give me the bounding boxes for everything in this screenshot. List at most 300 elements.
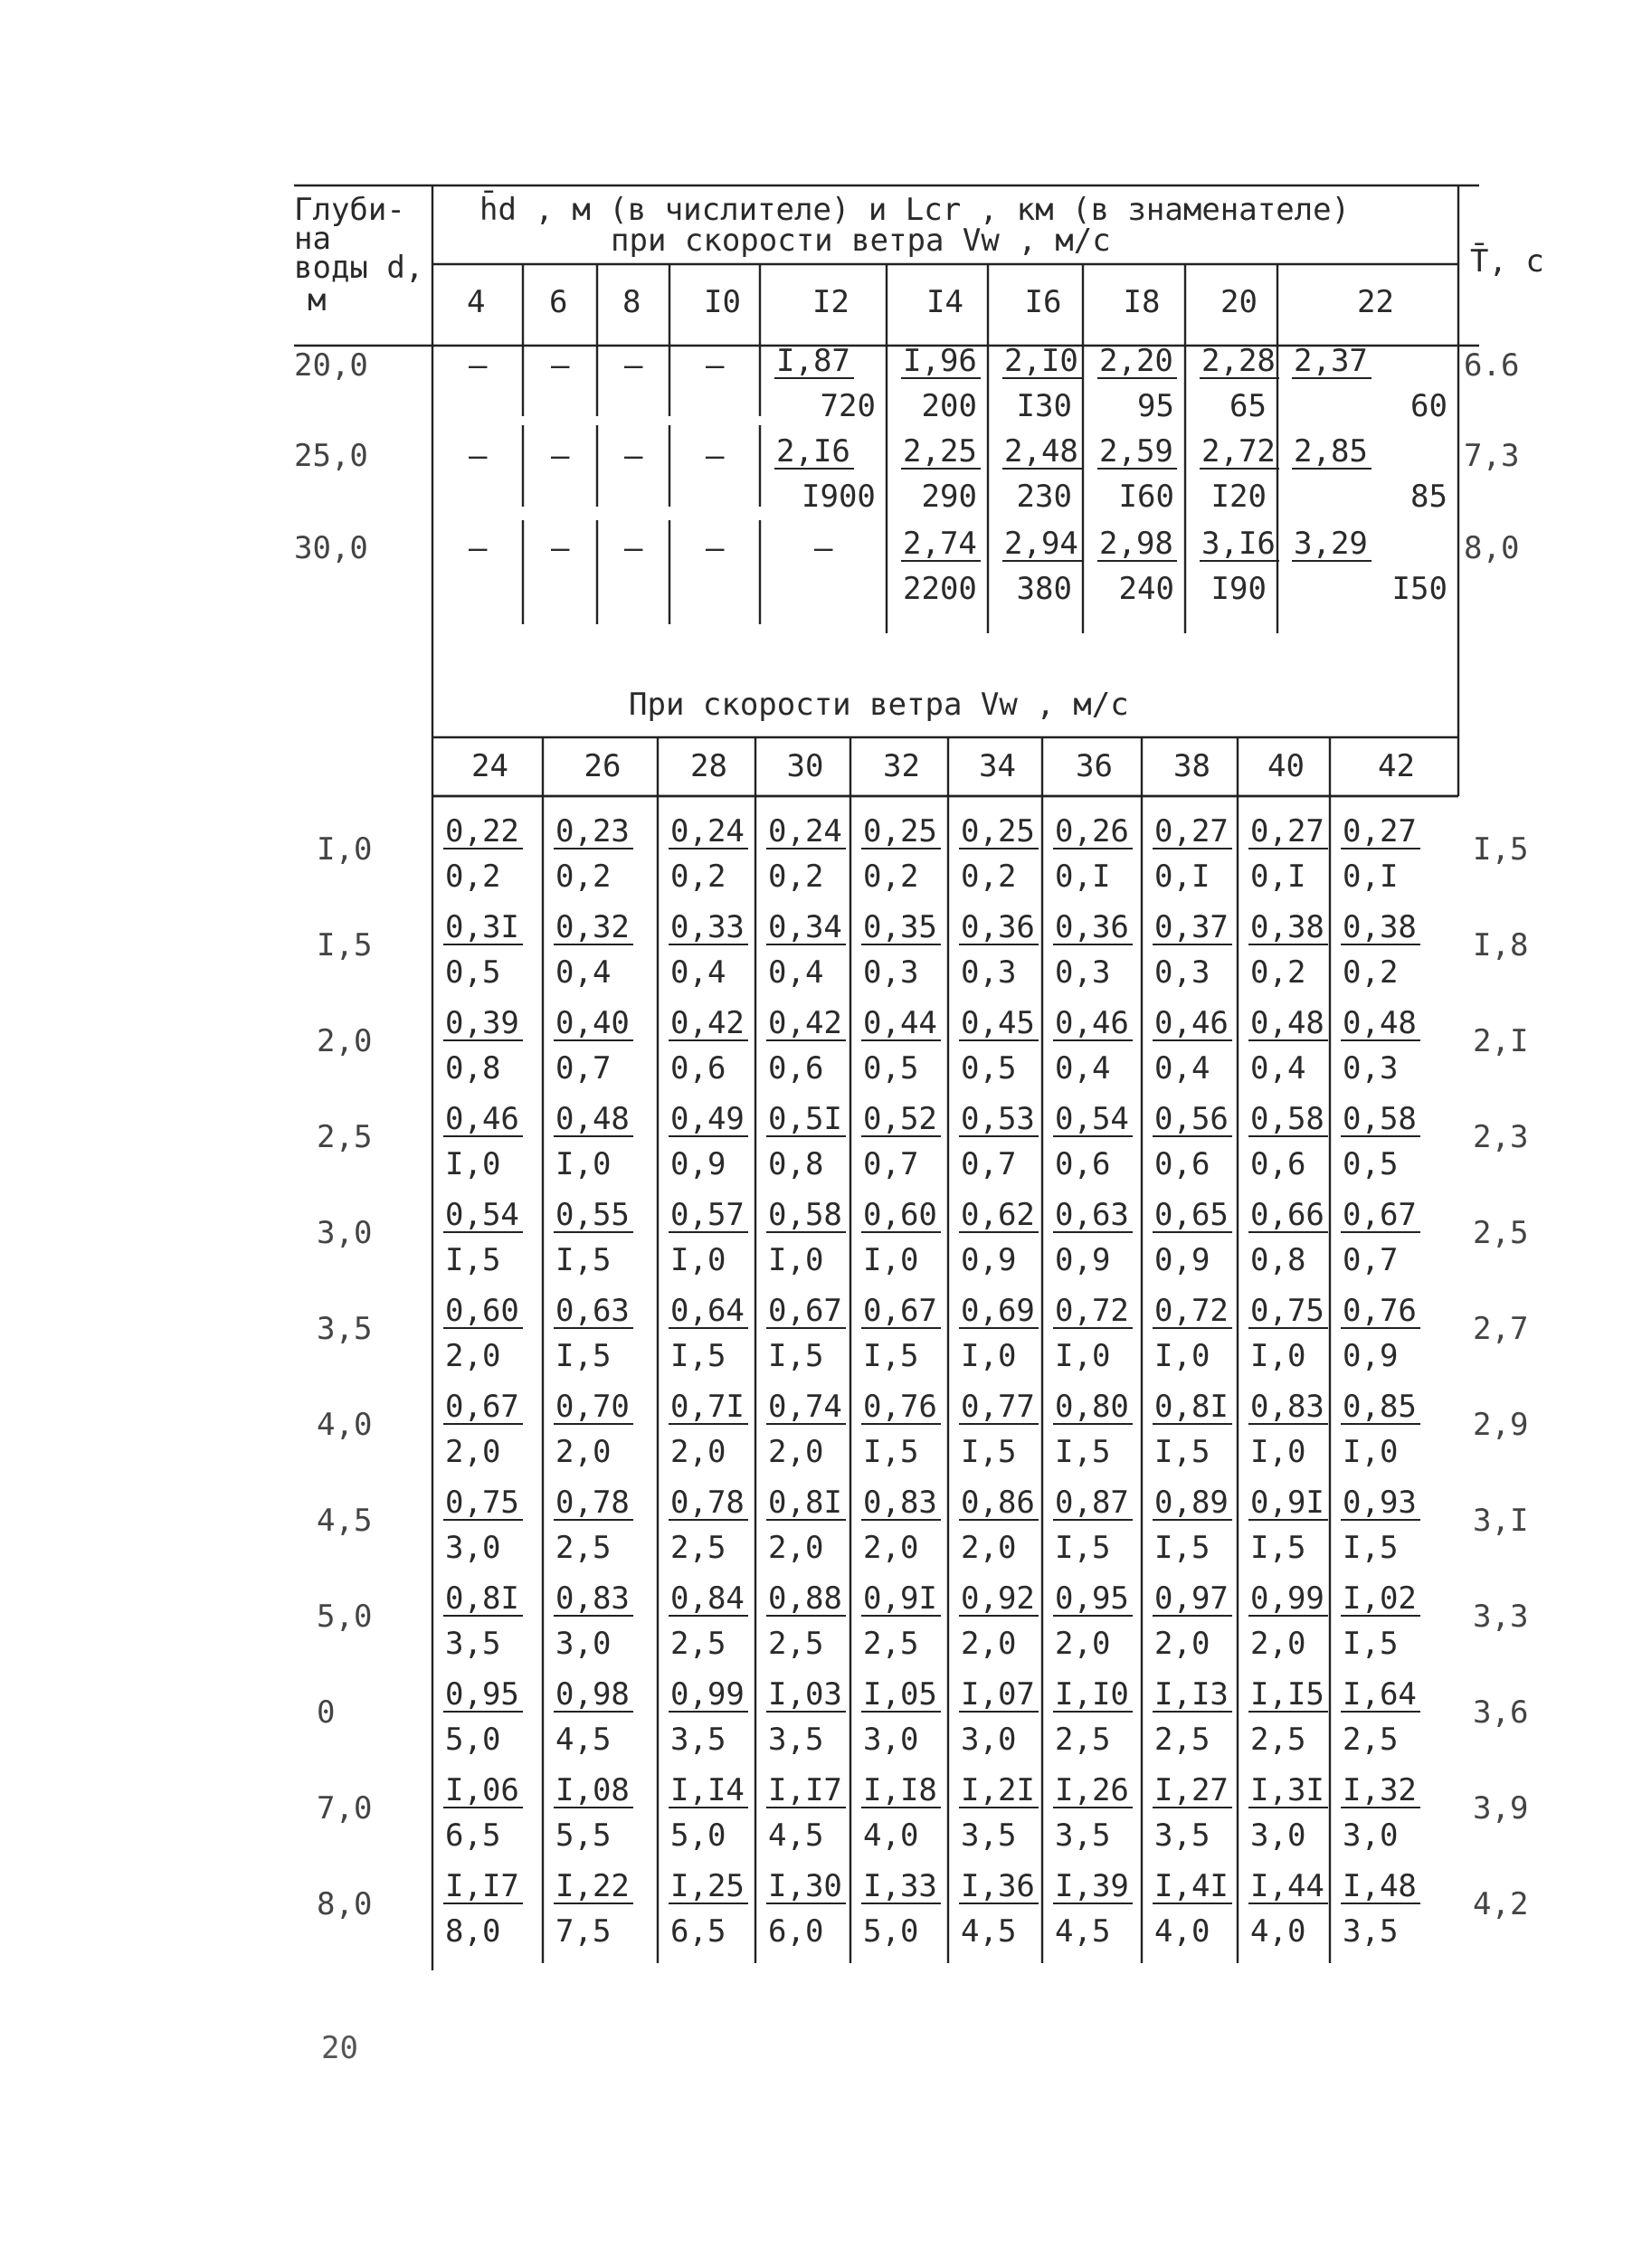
numerator-cell: I,4I [1154, 1868, 1229, 1904]
denominator-cell: 2,0 [445, 1338, 501, 1374]
period-value: 2,9 [1473, 1407, 1529, 1443]
denominator-cell: I,0 [768, 1242, 824, 1278]
numerator-cell: 2,74 [903, 526, 977, 562]
numerator-cell: I,64 [1343, 1676, 1417, 1713]
period-value: 7,3 [1464, 438, 1520, 474]
speed-header-top: 20 [1220, 284, 1258, 320]
numerator-cell: 0,44 [863, 1005, 937, 1041]
denominator-cell: 0,6 [1250, 1146, 1306, 1182]
numerator-cell: – [551, 347, 570, 384]
numerator-cell: 0,93 [1343, 1485, 1417, 1521]
speed-header-top: I4 [926, 284, 963, 320]
denominator-cell: 0,9 [961, 1242, 1017, 1278]
numerator-cell: 0,65 [1154, 1197, 1229, 1233]
numerator-cell: 0,78 [670, 1485, 745, 1521]
numerator-cell: I,I4 [670, 1772, 745, 1808]
period-value: 2,I [1473, 1023, 1529, 1059]
numerator-cell: 2,98 [1099, 526, 1173, 562]
numerator-cell: 0,98 [555, 1676, 630, 1713]
denominator-cell: 2,5 [1154, 1722, 1210, 1758]
numerator-cell: 0,57 [670, 1197, 745, 1233]
numerator-cell: 0,8I [1154, 1389, 1229, 1425]
numerator-cell: 0,53 [961, 1101, 1035, 1137]
numerator-cell: 0,36 [961, 909, 1035, 945]
denominator-cell: 0,4 [1250, 1050, 1306, 1087]
denominator-cell: 0,5 [863, 1050, 919, 1087]
numerator-cell: I,33 [863, 1868, 937, 1904]
numerator-cell: 0,70 [555, 1389, 630, 1425]
depth-value: 7,0 [317, 1790, 373, 1827]
numerator-cell: 0,32 [555, 909, 630, 945]
denominator-cell: 0,2 [445, 859, 501, 895]
numerator-cell: 0,63 [555, 1293, 630, 1329]
numerator-cell: 0,58 [1343, 1101, 1417, 1137]
speed-header-bottom: 34 [979, 748, 1016, 784]
depth-value: 3,0 [317, 1215, 373, 1251]
denominator-cell: I,5 [555, 1338, 612, 1374]
denominator-cell: 2,0 [863, 1530, 919, 1566]
denominator-cell: 0,5 [961, 1050, 1017, 1087]
denominator-cell: I,5 [1154, 1434, 1210, 1470]
numerator-cell: I,44 [1250, 1868, 1324, 1904]
denominator-cell: 6,5 [445, 1817, 501, 1854]
denominator-cell: 720 [820, 388, 876, 424]
numerator-cell: 0,83 [555, 1580, 630, 1617]
denominator-cell: 0,6 [1154, 1146, 1210, 1182]
depth-value: 4,0 [317, 1407, 373, 1443]
numerator-cell: 0,48 [1250, 1005, 1324, 1041]
numerator-cell: 0,25 [863, 813, 937, 849]
denominator-cell: 0,4 [1055, 1050, 1111, 1087]
numerator-cell: 0,46 [445, 1101, 519, 1137]
denominator-cell: I900 [802, 479, 876, 515]
denominator-cell: 0,9 [670, 1146, 726, 1182]
denominator-cell: 4,0 [1154, 1913, 1210, 1950]
numerator-cell: 0,46 [1154, 1005, 1229, 1041]
denominator-cell: 0,3 [863, 954, 919, 991]
depth-value: 25,0 [294, 438, 368, 474]
numerator-cell: 0,9I [1250, 1485, 1324, 1521]
numerator-cell: 0,60 [445, 1293, 519, 1329]
denominator-cell: 2,0 [768, 1530, 824, 1566]
numerator-cell: 0,72 [1154, 1293, 1229, 1329]
denominator-cell: 0,6 [768, 1050, 824, 1087]
numerator-cell: 3,I6 [1201, 526, 1276, 562]
denominator-cell: I,5 [1154, 1530, 1210, 1566]
numerator-cell: 0,76 [1343, 1293, 1417, 1329]
denominator-cell: 0,4 [670, 954, 726, 991]
numerator-cell: 0,23 [555, 813, 630, 849]
denominator-cell: I,5 [863, 1434, 919, 1470]
denominator-cell: 4,5 [1055, 1913, 1111, 1950]
period-value: 3,6 [1473, 1694, 1529, 1731]
numerator-cell: – [469, 530, 488, 566]
denominator-cell: 0,2 [555, 859, 612, 895]
numerator-cell: I,22 [555, 1868, 630, 1904]
denominator-cell: I30 [1016, 388, 1072, 424]
period-value: 3,3 [1473, 1599, 1529, 1635]
numerator-cell: – [624, 347, 643, 384]
denominator-cell: 0,3 [961, 954, 1017, 991]
speed-header-top: I8 [1123, 284, 1161, 320]
depth-value: 2,0 [317, 1023, 373, 1059]
numerator-cell: 0,55 [555, 1197, 630, 1233]
numerator-cell: 0,95 [445, 1676, 519, 1713]
numerator-cell: 0,62 [961, 1197, 1035, 1233]
numerator-cell: 0,69 [961, 1293, 1035, 1329]
depth-value: 4,5 [317, 1503, 373, 1539]
denominator-cell: 0,6 [1055, 1146, 1111, 1182]
speed-header-top: 8 [622, 284, 641, 320]
depth-label-line-1: Глуби- [294, 192, 405, 228]
denominator-cell: 4,0 [1250, 1913, 1306, 1950]
numerator-cell: I,06 [445, 1772, 519, 1808]
denominator-cell: 7,5 [555, 1913, 612, 1950]
denominator-cell: 3,5 [1055, 1817, 1111, 1854]
speed-header-top: I0 [704, 284, 741, 320]
numerator-cell: 0,60 [863, 1197, 937, 1233]
period-value: 2,5 [1473, 1215, 1529, 1251]
depth-value: 5,0 [317, 1599, 373, 1635]
speed-header-top: I2 [812, 284, 849, 320]
depth-value: 30,0 [294, 530, 368, 566]
denominator-cell: 3,5 [670, 1722, 726, 1758]
denominator-cell: 0,I [1154, 859, 1210, 895]
denominator-cell: 2,5 [1250, 1722, 1306, 1758]
numerator-cell: 0,92 [961, 1580, 1035, 1617]
numerator-cell: I,32 [1343, 1772, 1417, 1808]
denominator-cell: 2,0 [961, 1530, 1017, 1566]
numerator-cell: I,02 [1343, 1580, 1417, 1617]
denominator-cell: 2,5 [670, 1530, 726, 1566]
numerator-cell: 0,80 [1055, 1389, 1129, 1425]
denominator-cell: 0,4 [555, 954, 612, 991]
numerator-cell: 2,72 [1201, 433, 1276, 470]
numerator-cell: – [551, 438, 570, 474]
numerator-cell: 2,85 [1294, 433, 1368, 470]
denominator-cell: 0,2 [1343, 954, 1399, 991]
denominator-cell: 0,2 [768, 859, 824, 895]
denominator-cell: 0,I [1055, 859, 1111, 895]
numerator-cell: 0,27 [1250, 813, 1324, 849]
numerator-cell: – [469, 438, 488, 474]
denominator-cell: I,5 [1055, 1434, 1111, 1470]
numerator-cell: I,I8 [863, 1772, 937, 1808]
numerator-cell: 0,26 [1055, 813, 1129, 849]
speed-header-bottom: 30 [786, 748, 824, 784]
denominator-cell: 0,6 [670, 1050, 726, 1087]
numerator-cell: 0,77 [961, 1389, 1035, 1425]
period-value: 4,2 [1473, 1886, 1529, 1922]
numerator-cell: 0,52 [863, 1101, 937, 1137]
denominator-cell: 2,0 [768, 1434, 824, 1470]
denominator-cell: 5,0 [670, 1817, 726, 1854]
denominator-cell: 2,0 [961, 1626, 1017, 1662]
numerator-cell: I,I5 [1250, 1676, 1324, 1713]
denominator-cell: 2,0 [1250, 1626, 1306, 1662]
numerator-cell: 0,76 [863, 1389, 937, 1425]
page-number: 20 [321, 2030, 358, 2066]
denominator-cell: I60 [1118, 479, 1174, 515]
numerator-cell: 0,63 [1055, 1197, 1129, 1233]
denominator-cell: I50 [1391, 571, 1447, 607]
numerator-cell: 0,66 [1250, 1197, 1324, 1233]
denominator-cell: 380 [1016, 571, 1072, 607]
numerator-cell: – [706, 530, 725, 566]
depth-label-line-4: м [308, 282, 327, 318]
denominator-cell: 0,5 [1343, 1146, 1399, 1182]
denominator-cell: I,5 [1343, 1626, 1399, 1662]
denominator-cell: 2200 [903, 571, 977, 607]
numerator-cell: 0,54 [445, 1197, 519, 1233]
numerator-cell: – [624, 530, 643, 566]
denominator-cell: 2,5 [1343, 1722, 1399, 1758]
denominator-cell: I,0 [1343, 1434, 1399, 1470]
numerator-cell: 0,40 [555, 1005, 630, 1041]
numerator-cell: 2,48 [1004, 433, 1078, 470]
denominator-cell: 0,7 [863, 1146, 919, 1182]
denominator-cell: 290 [921, 479, 977, 515]
numerator-cell: 0,67 [863, 1293, 937, 1329]
numerator-cell: 0,8I [445, 1580, 519, 1617]
mid-header-title: При скорости ветра Vw , м/с [629, 687, 1129, 723]
denominator-cell: I,5 [1250, 1530, 1306, 1566]
depth-value: 2,5 [317, 1119, 373, 1155]
numerator-cell: 0,49 [670, 1101, 745, 1137]
period-value: I,5 [1473, 831, 1529, 868]
numerator-cell: I,48 [1343, 1868, 1417, 1904]
denominator-cell: 0,7 [555, 1050, 612, 1087]
denominator-cell: 4,0 [863, 1817, 919, 1854]
numerator-cell: I,87 [776, 343, 850, 379]
denominator-cell: I,0 [863, 1242, 919, 1278]
denominator-cell: 0,2 [961, 859, 1017, 895]
numerator-cell: 0,42 [670, 1005, 745, 1041]
denominator-cell: 2,0 [1154, 1626, 1210, 1662]
period-label: T̄, с [1470, 243, 1544, 280]
denominator-cell: 0,4 [768, 954, 824, 991]
numerator-cell: 0,22 [445, 813, 519, 849]
denominator-cell: 5,5 [555, 1817, 612, 1854]
period-value: 3,I [1473, 1503, 1529, 1539]
denominator-cell: I,0 [555, 1146, 612, 1182]
numerator-cell: I,I7 [445, 1868, 519, 1904]
numerator-cell: 0,38 [1343, 909, 1417, 945]
denominator-cell: I20 [1210, 479, 1267, 515]
numerator-cell: 0,72 [1055, 1293, 1129, 1329]
numerator-cell: I,26 [1055, 1772, 1129, 1808]
numerator-cell: 2,37 [1294, 343, 1368, 379]
numerator-cell: I,08 [555, 1772, 630, 1808]
table-subtitle: при скорости ветра Vw , м/с [611, 223, 1111, 259]
numerator-cell: I,25 [670, 1868, 745, 1904]
numerator-cell: 0,48 [555, 1101, 630, 1137]
numerator-cell: 2,94 [1004, 526, 1078, 562]
denominator-cell: I,5 [961, 1434, 1017, 1470]
numerator-cell: I,36 [961, 1868, 1035, 1904]
denominator-cell: 85 [1410, 479, 1447, 515]
period-value: 8,0 [1464, 530, 1520, 566]
depth-label-line-2: на [294, 221, 331, 257]
numerator-cell: 0,39 [445, 1005, 519, 1041]
numerator-cell: 2,I6 [776, 433, 850, 470]
denominator-cell: 0,8 [768, 1146, 824, 1182]
numerator-cell: 0,27 [1154, 813, 1229, 849]
numerator-cell: I,96 [903, 343, 977, 379]
numerator-cell: 0,45 [961, 1005, 1035, 1041]
denominator-cell: 240 [1118, 571, 1174, 607]
denominator-cell: 5,0 [445, 1722, 501, 1758]
numerator-cell: 0,25 [961, 813, 1035, 849]
numerator-cell: 0,97 [1154, 1580, 1229, 1617]
speed-header-bottom: 28 [690, 748, 727, 784]
numerator-cell: 0,75 [1250, 1293, 1324, 1329]
denominator-cell: 2,5 [670, 1626, 726, 1662]
denominator-cell: I,5 [445, 1242, 501, 1278]
denominator-cell: 4,5 [961, 1913, 1017, 1950]
denominator-cell: 0,3 [1154, 954, 1210, 991]
denominator-cell: I,0 [670, 1242, 726, 1278]
numerator-cell: 0,67 [768, 1293, 842, 1329]
denominator-cell: 95 [1137, 388, 1174, 424]
numerator-cell: 3,29 [1294, 526, 1368, 562]
denominator-cell: 3,0 [961, 1722, 1017, 1758]
denominator-cell: 3,5 [1343, 1913, 1399, 1950]
numerator-cell: 0,37 [1154, 909, 1229, 945]
denominator-cell: I,0 [1154, 1338, 1210, 1374]
numerator-cell: 2,I0 [1004, 343, 1078, 379]
numerator-cell: 0,88 [768, 1580, 842, 1617]
numerator-cell: 2,25 [903, 433, 977, 470]
speed-header-bottom: 26 [584, 748, 622, 784]
numerator-cell: I,05 [863, 1676, 937, 1713]
denominator-cell: I,0 [1250, 1338, 1306, 1374]
denominator-cell: I,5 [1343, 1530, 1399, 1566]
denominator-cell: 0,9 [1343, 1338, 1399, 1374]
denominator-cell: 2,0 [445, 1434, 501, 1470]
speed-header-bottom: 24 [471, 748, 508, 784]
numerator-cell: 0,3I [445, 909, 519, 945]
denominator-cell: 0,I [1250, 859, 1306, 895]
numerator-cell: 0,9I [863, 1580, 937, 1617]
denominator-cell: 2,5 [1055, 1722, 1111, 1758]
numerator-cell: 0,5I [768, 1101, 842, 1137]
depth-value: 0 [317, 1694, 336, 1731]
denominator-cell: I,0 [1055, 1338, 1111, 1374]
numerator-cell: 0,8I [768, 1485, 842, 1521]
denominator-cell: 0,2 [863, 859, 919, 895]
denominator-cell: I,0 [445, 1146, 501, 1182]
period-value: 3,9 [1473, 1790, 1529, 1827]
speed-header-bottom: 36 [1076, 748, 1113, 784]
numerator-cell: I,03 [768, 1676, 842, 1713]
denominator-cell: 2,5 [768, 1626, 824, 1662]
numerator-cell: I,I3 [1154, 1676, 1229, 1713]
numerator-cell: 0,74 [768, 1389, 842, 1425]
speed-header-top: 4 [467, 284, 486, 320]
denominator-cell: 2,0 [670, 1434, 726, 1470]
denominator-cell: 2,5 [555, 1530, 612, 1566]
numerator-cell: I,27 [1154, 1772, 1229, 1808]
denominator-cell: 6,0 [768, 1913, 824, 1950]
numerator-cell: – [814, 530, 833, 566]
denominator-cell: 3,0 [555, 1626, 612, 1662]
numerator-cell: – [706, 438, 725, 474]
numerator-cell: – [551, 530, 570, 566]
period-value: 6.6 [1464, 347, 1520, 384]
denominator-cell: 0,7 [961, 1146, 1017, 1182]
depth-value: I,0 [317, 831, 373, 868]
numerator-cell: 0,35 [863, 909, 937, 945]
numerator-cell: I,2I [961, 1772, 1035, 1808]
denominator-cell: I,5 [670, 1338, 726, 1374]
period-value: 2,3 [1473, 1119, 1529, 1155]
numerator-cell: – [624, 438, 643, 474]
denominator-cell: I,5 [863, 1338, 919, 1374]
speed-header-top: 22 [1357, 284, 1394, 320]
depth-value: I,5 [317, 927, 373, 963]
numerator-cell: 0,64 [670, 1293, 745, 1329]
denominator-cell: 0,9 [1154, 1242, 1210, 1278]
numerator-cell: 0,33 [670, 909, 745, 945]
numerator-cell: 2,28 [1201, 343, 1276, 379]
denominator-cell: I,5 [1055, 1530, 1111, 1566]
denominator-cell: 3,0 [1343, 1817, 1399, 1854]
numerator-cell: 0,75 [445, 1485, 519, 1521]
numerator-cell: 0,83 [863, 1485, 937, 1521]
numerator-cell: I,39 [1055, 1868, 1129, 1904]
numerator-cell: 0,54 [1055, 1101, 1129, 1137]
speed-header-bottom: 32 [883, 748, 920, 784]
numerator-cell: 0,34 [768, 909, 842, 945]
period-value: 2,7 [1473, 1311, 1529, 1347]
numerator-cell: I,30 [768, 1868, 842, 1904]
denominator-cell: 0,I [1343, 859, 1399, 895]
numerator-cell: 2,59 [1099, 433, 1173, 470]
depth-label-line-3: воды d, [294, 250, 424, 286]
depth-value: 20,0 [294, 347, 368, 384]
numerator-cell: 0,95 [1055, 1580, 1129, 1617]
denominator-cell: 3,0 [863, 1722, 919, 1758]
numerator-cell: 0,99 [670, 1676, 745, 1713]
numerator-cell: 0,46 [1055, 1005, 1129, 1041]
numerator-cell: 0,78 [555, 1485, 630, 1521]
numerator-cell: 0,87 [1055, 1485, 1129, 1521]
denominator-cell: 3,0 [445, 1530, 501, 1566]
numerator-cell: I,I0 [1055, 1676, 1129, 1713]
period-value: I,8 [1473, 927, 1529, 963]
numerator-cell: 0,42 [768, 1005, 842, 1041]
numerator-cell: 0,99 [1250, 1580, 1324, 1617]
denominator-cell: I,0 [1250, 1434, 1306, 1470]
numerator-cell: 0,89 [1154, 1485, 1229, 1521]
numerator-cell: 0,84 [670, 1580, 745, 1617]
denominator-cell: I,5 [555, 1242, 612, 1278]
denominator-cell: 0,8 [445, 1050, 501, 1087]
denominator-cell: 200 [921, 388, 977, 424]
denominator-cell: 4,5 [768, 1817, 824, 1854]
depth-value: 3,5 [317, 1311, 373, 1347]
numerator-cell: I,07 [961, 1676, 1035, 1713]
denominator-cell: 0,3 [1055, 954, 1111, 991]
denominator-cell: 3,5 [445, 1626, 501, 1662]
speed-header-bottom: 42 [1378, 748, 1415, 784]
numerator-cell: – [706, 347, 725, 384]
numerator-cell: 0,36 [1055, 909, 1129, 945]
numerator-cell: 0,67 [1343, 1197, 1417, 1233]
speed-header-bottom: 40 [1267, 748, 1305, 784]
numerator-cell: 0,56 [1154, 1101, 1229, 1137]
